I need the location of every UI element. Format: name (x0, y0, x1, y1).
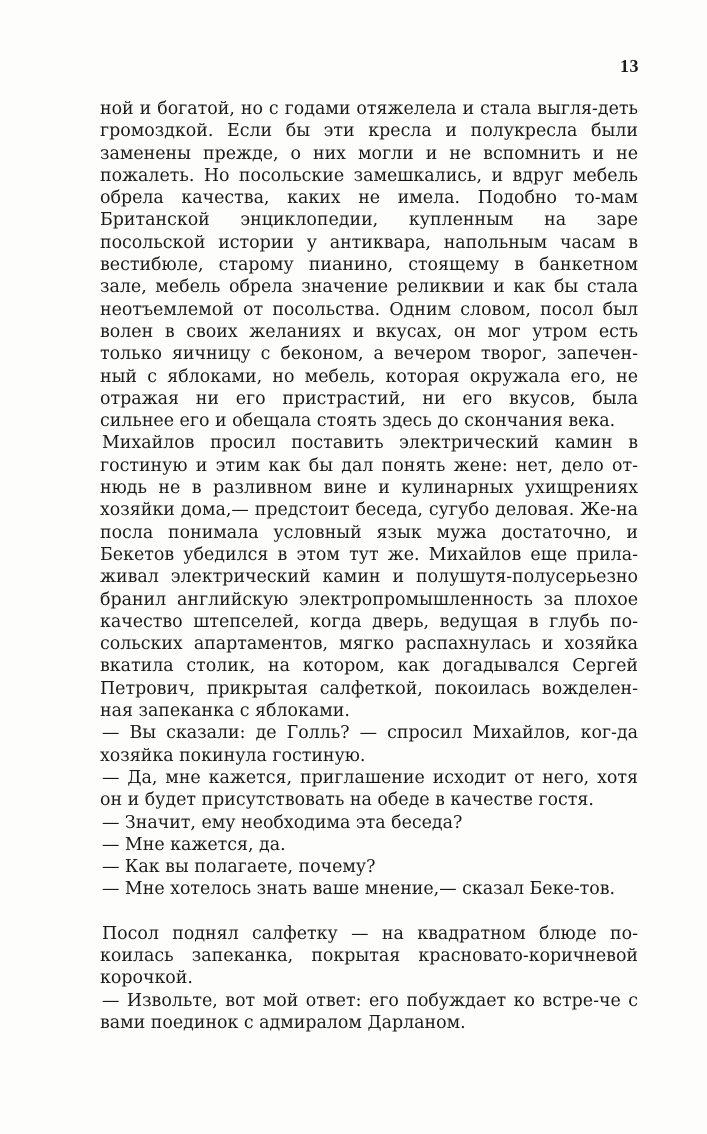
dialogue-line: — Мне кажется, да. (102, 834, 286, 855)
dialogue-line: — Да, мне кажется, приглашение исходит от него, хотя он и будет присутствовать на обеде в качестве гостя. (100, 767, 638, 811)
page-number: 13 (620, 56, 639, 76)
dialogue-line: — Извольте, вот мой ответ: его побуждает ко встре-че с вами поединок с адмиралом Дарланом. (100, 990, 638, 1033)
dialogue-line: — Вы сказали: де Голль? — спросил Михайлов, ког-да хозяйка покинула гостиную. (100, 723, 638, 766)
dialogue-line: — Значит, ему необходима эта беседа? (102, 812, 463, 833)
dialogue-line: — Как вы полагаете, почему? (102, 857, 376, 878)
paragraph: ной и богатой, но с годами отяжелела и стала выгля-деть громоздкой. Если бы эти кресла и полукресла были заменены прежде, о них могли и не вспомнить и не пожалеть. Но посольские замешкались, и вдруг мебель обрела качества, каких не имела. Подобно то-мам Британской энциклопедии, купленным на заре посольской истории у антиквара, напольным часам в вестибюле, старому пианино, стоящему в банкетном зале, мебель обрела значение реликвии и как бы стала неотъемлемой от посольства. Одним словом, посол был волен в своих желаниях и вкусах, он мог утром есть только яичницу с беконом, а вечером творог, запечен-ный с яблоками, но мебель, которая окружала его, не отражая ни его пристрастий, ни его вкусов, была сильнее его и обещала стоять здесь до скончания века. (100, 99, 638, 432)
body-text (100, 98, 638, 1034)
paragraph: Михайлов просил поставить электрический камин в гостиную и этим как бы дал понять жене: нет, дело от-нюдь не в разливном вине и кулинарных ухищрениях хозяйки дома,— предстоит беседа, сугубо деловая. Же-на посла понимала условный язык мужа достаточно, и Бекетов убедился в этом тут же. Михайлов еще прила-живал электрический камин и полушутя-полусерьезно бранил английскую электропромышленность за плохое качество штепселей, когда дверь, ведущая в глубь по-сольских апартаментов, мягко распахнулась и хозяйка вкатила столик, на котором, как догадывался Сергей Петрович, прикрытая салфеткой, покоилась вожделен-ная запеканка с яблоками. (100, 433, 638, 722)
paragraph: Посол поднял салфетку — на квадратном блюде по-коилась запеканка, покрытая красновато-коричневой корочкой. (100, 923, 638, 989)
dialogue-line: — Мне хотелось знать ваше мнение,— сказал Беке-тов. (102, 879, 616, 900)
